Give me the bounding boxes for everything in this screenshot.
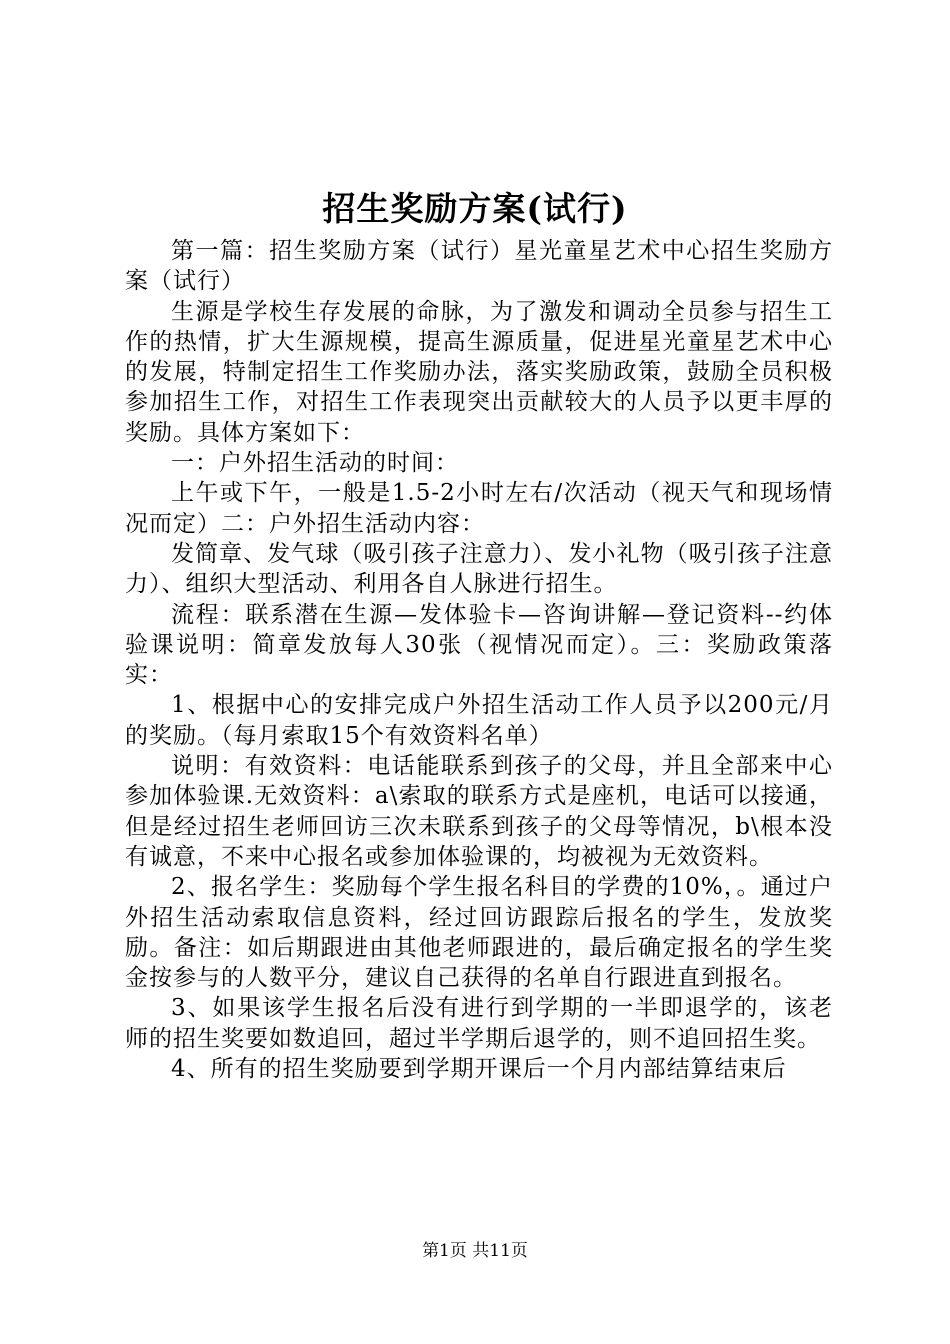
paragraph: 一：户外招生活动的时间： [171, 450, 459, 477]
page-number-footer: 第1页 共11页 [422, 1241, 528, 1261]
paragraph: 说明：有效资料：电话能联系到孩子的父母，并且全部来中心参加体验课.无效资料：a\索取的联系方式是座机，电话可以接通，但是经过招生老师回访三次未联系到孩子的父母等情况，b\根本没有诚意，不来中心报名或参加体验课的，均被视为无效资料。 [125, 753, 833, 870]
paragraph: 发简章、发气球（吸引孩子注意力）、发小礼物（吸引孩子注意力）、组织大型活动、利用各自人脉进行招生。 [125, 540, 833, 598]
paragraph: 2、报名学生：奖励每个学生报名科目的学费的10%，。通过户外招生活动索取信息资料，经过回访跟踪后报名的学生，发放奖励。备注：如后期跟进由其他老师跟进的，最后确定报名的学生奖金按参与的人数平分，建议自己获得的名单自行跟进直到报名。 [125, 874, 833, 992]
document-body [125, 236, 833, 1084]
paragraph: 1、根据中心的安排完成户外招生活动工作人员予以200元/月的奖励。（每月索取15个有效资料名单） [125, 692, 833, 749]
paragraph: 流程：联系潜在生源—发体验卡—咨询讲解—登记资料--约体验课说明：简章发放每人30张（视情况而定）。三：奖励政策落实： [125, 601, 833, 689]
paragraph: 4、所有的招生奖励要到学期开课后一个月内部结算结束后 [171, 1056, 787, 1083]
paragraph: 生源是学校生存发展的命脉，为了激发和调动全员参与招生工作的热情，扩大生源规模，提高生源质量，促进星光童星艺术中心的发展，特制定招生工作奖励办法，落实奖励政策，鼓励全员积极参加招生工作，对招生工作表现突出贡献较大的人员予以更丰厚的奖励。具体方案如下： [125, 298, 833, 446]
paragraph: 上午或下午，一般是1.5-2小时左右/次活动（视天气和现场情况而定）二：户外招生活动内容： [125, 480, 833, 537]
document-title: 招生奖励方案(试行) [322, 189, 628, 228]
paragraph: 第一篇：招生奖励方案（试行）星光童星艺术中心招生奖励方案（试行） [125, 238, 833, 295]
paragraph: 3、如果该学生报名后没有进行到学期的一半即退学的，该老师的招生奖要如数追回，超过半学期后退学的，则不追回招生奖。 [125, 995, 833, 1052]
